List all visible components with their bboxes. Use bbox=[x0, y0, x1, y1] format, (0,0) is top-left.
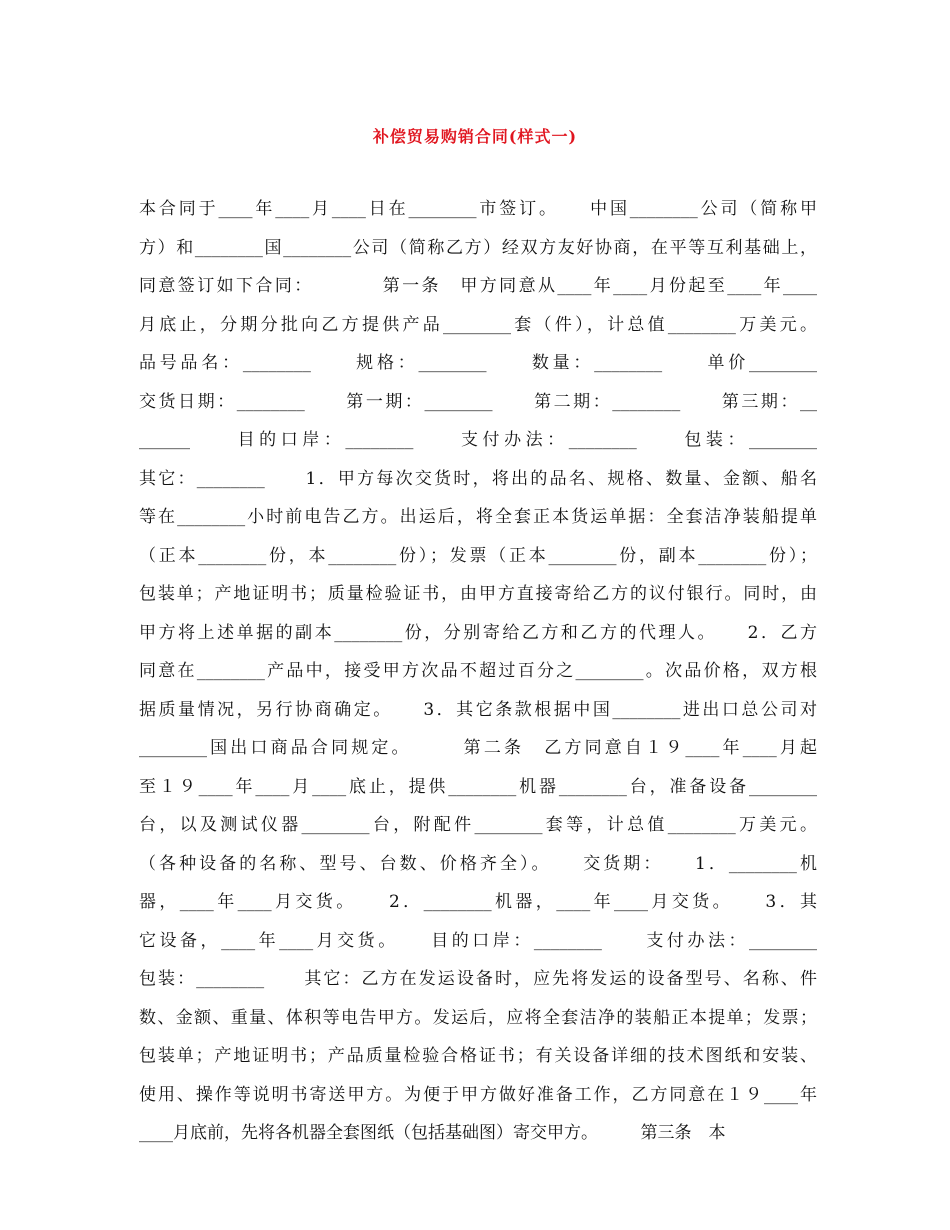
contract-text-line: 交货日期：________ 第一期：________ 第二期：________ 第三期：__ bbox=[139, 391, 817, 412]
contract-text-line: 包装：________ 其它：乙方在发运设备时，应先将发运的设备型号、名称、件 bbox=[139, 969, 817, 989]
contract-text-line: 据质量情况，另行协商确定。 3．其它条款根据中国________进出口总公司对 bbox=[139, 699, 817, 720]
contract-text-line: 方）和________国________公司（简称乙方）经双方友好协商，在平等互利基础上， bbox=[139, 237, 817, 258]
contract-text-line: 至１９____年____月____底止，提供________机器________台，准备设备________ bbox=[139, 776, 817, 797]
contract-text-line: ______ 目的口岸：________ 支付办法：________ 包装：________ bbox=[139, 430, 817, 450]
contract-text-line: 同意签订如下合同： 第一条 甲方同意从____年____月份起至____年____ bbox=[139, 276, 817, 296]
contract-text-line: 等在________小时前电告乙方。出运后，将全套正本货运单据：全套洁净装船提单 bbox=[139, 507, 817, 527]
contract-text-line: 包装单；产地证明书；产品质量检验合格证书；有关设备详细的技术图纸和安装、 bbox=[139, 1046, 817, 1066]
contract-text-line: ________国出口商品合同规定。 第二条 乙方同意自１９____年____月起 bbox=[139, 738, 817, 758]
contract-text-line: （正本________份，本________份）；发票（正本________份，副本________份）； bbox=[139, 545, 817, 566]
contract-text-line: 同意在________产品中，接受甲方次品不超过百分之________。次品价格，双方根 bbox=[139, 661, 817, 681]
contract-text-line: 器，____年____月交货。 2．________机器，____年____月交货。 3．其 bbox=[139, 892, 817, 912]
contract-text-line: （各种设备的名称、型号、台数、价格齐全）。 交货期： 1．________机 bbox=[139, 853, 817, 874]
contract-text-line: 其它：________ 1．甲方每次交货时，将出的品名、规格、数量、金额、船名 bbox=[139, 468, 817, 489]
contract-body bbox=[139, 190, 817, 1153]
document-title: 补偿贸易购销合同(样式一) bbox=[372, 127, 578, 146]
contract-text-line: ____月底前，先将各机器全套图纸（包括基础图）寄交甲方。 第三条 本 bbox=[139, 1123, 726, 1143]
contract-text-line: 使用、操作等说明书寄送甲方。为便于甲方做好准备工作，乙方同意在１９____年 bbox=[139, 1084, 817, 1105]
contract-text-line: 品号品名：________ 规格：________ 数量：________ 单价________ bbox=[139, 353, 817, 373]
contract-text-line: 本合同于____年____月____日在________市签订。 中国________公司（简称甲 bbox=[139, 199, 817, 219]
contract-text-line: 月底止，分期分批向乙方提供产品________套（件），计总值________万美元。 bbox=[139, 314, 817, 335]
contract-text-line: 数、金额、重量、体积等电告甲方。发运后，应将全套洁净的装船正本提单；发票； bbox=[139, 1007, 817, 1028]
contract-text-line: 包装单；产地证明书；质量检验证书，由甲方直接寄给乙方的议付银行。同时，由 bbox=[139, 584, 817, 604]
contract-text-line: 它设备，____年____月交货。 目的口岸：________ 支付办法：________ bbox=[139, 930, 817, 951]
contract-text-line: 甲方将上述单据的副本________份，分别寄给乙方和乙方的代理人。 2．乙方 bbox=[139, 622, 817, 643]
contract-text-line: 台，以及测试仪器________台，附配件________套等，计总值________万美元。 bbox=[139, 815, 817, 835]
